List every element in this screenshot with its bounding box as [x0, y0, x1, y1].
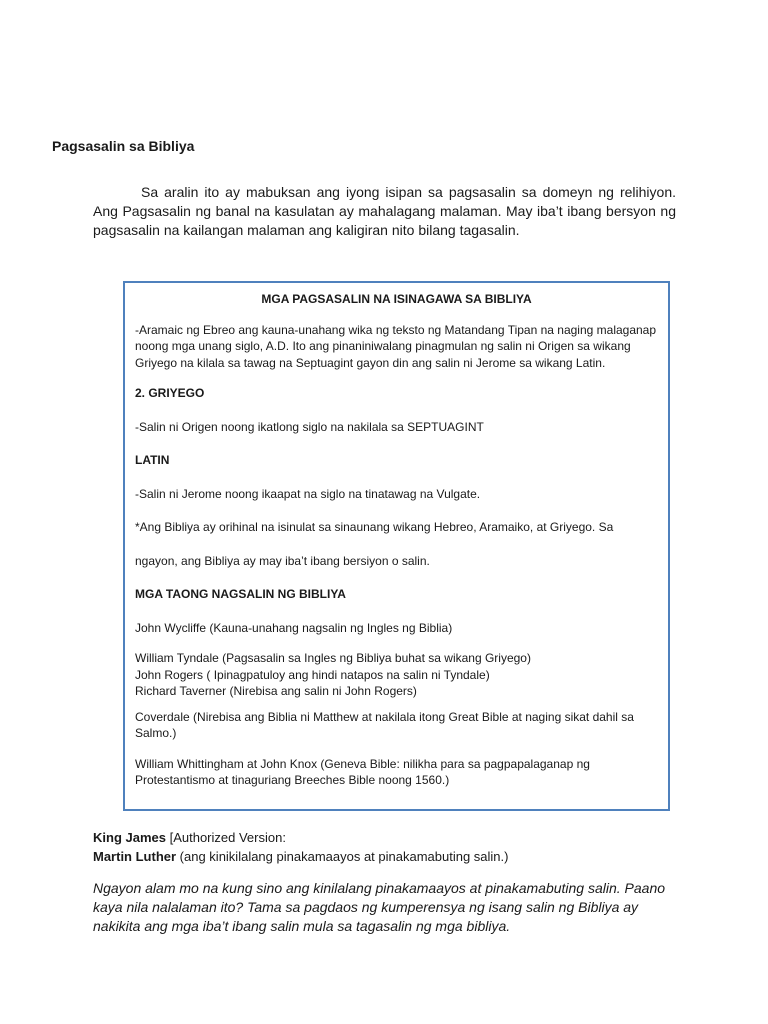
- version-martin-luther: [93, 847, 508, 866]
- version-king-james: [93, 828, 508, 847]
- translator-rogers: John Rogers ( Ipinagpatuloy ang hindi natapos na salin ni Tyndale): [135, 667, 490, 682]
- king-james-name: King James: [93, 830, 166, 845]
- translator-taverner: Richard Taverner (Nirebisa ang salin ni John Rogers): [135, 684, 417, 698]
- griyego-heading: 2. GRIYEGO: [135, 386, 205, 400]
- latin-heading: LATIN: [135, 453, 170, 467]
- aramaic-paragraph: -Aramaic ng Ebreo ang kauna-unahang wika ng teksto ng Matandang Tipan na naging malaganap noong mga unang siglo, A.D. Ito ang pinaniniwalang pinagmulan ng salin ni Origen sa wikang Griyego na kilala sa tawag na Septuagint gayon din ang salin ni Jerome sa wikang Latin.: [135, 322, 657, 370]
- translator-tyndale: William Tyndale (Pagsasalin sa Ingles ng Bibliya buhat sa wikang Griyego): [135, 651, 531, 665]
- closing-paragraph: Ngayon alam mo na kung sino ang kinilalang pinakamaayos at pinakamabuting salin. Paano kaya nila nalalaman ito? Tama sa pagdaos ng kumperensya ng isang salin ng Bibliya ay nakikita ang mga iba’t ibang salin mula sa tagasalin ng mga bibliya.: [93, 880, 666, 934]
- luther-name: Martin Luther: [93, 849, 177, 864]
- translator-wycliffe: John Wycliffe (Kauna-unahang nagsalin ng Ingles ng Biblia): [135, 620, 453, 635]
- page-title: Pagsasalin sa Bibliya: [52, 138, 195, 154]
- note-line-1: *Ang Bibliya ay orihinal na isinulat sa sinaunang wikang Hebreo, Aramaiko, at Griyego. Sa: [135, 520, 614, 534]
- latin-text: -Salin ni Jerome noong ikaapat na siglo na tinatawag na Vulgate.: [135, 486, 481, 501]
- versions-list: [93, 828, 508, 866]
- griyego-text: -Salin ni Origen noong ikatlong siglo na nakilala sa SEPTUAGINT: [135, 419, 484, 434]
- box-title: MGA PAGSASALIN NA ISINAGAWA SA BIBLIYA: [261, 292, 532, 306]
- translations-box: [123, 281, 670, 811]
- translators-heading: MGA TAONG NAGSALIN NG BIBLIYA: [135, 587, 346, 601]
- luther-text: (ang kinikilalang pinakamaayos at pinakamabuting salin.): [176, 849, 509, 864]
- translator-whittingham: William Whittingham at John Knox (Geneva Bible: nilikha para sa pagpapalaganap ng Protestantismo at tinaguriang Breeches Bible noong 1560.): [135, 756, 590, 787]
- note-line-2: ngayon, ang Bibliya ay may iba’t ibang bersiyon o salin.: [135, 553, 430, 568]
- king-james-text: [Authorized Version:: [165, 830, 286, 845]
- translator-coverdale: Coverdale (Nirebisa ang Biblia ni Matthew at nakilala itong Great Bible at naging sikat dahil sa Salmo.): [135, 709, 634, 740]
- intro-paragraph: Sa aralin ito ay mabuksan ang iyong isipan sa pagsasalin sa domeyn ng relihiyon. Ang Pagsasalin ng banal na kasulatan ay mahalagang malaman. May iba’t ibang bersyon ng pagsasalin na kailangan malaman ang kaligiran nito bilang tagasalin.: [93, 184, 676, 238]
